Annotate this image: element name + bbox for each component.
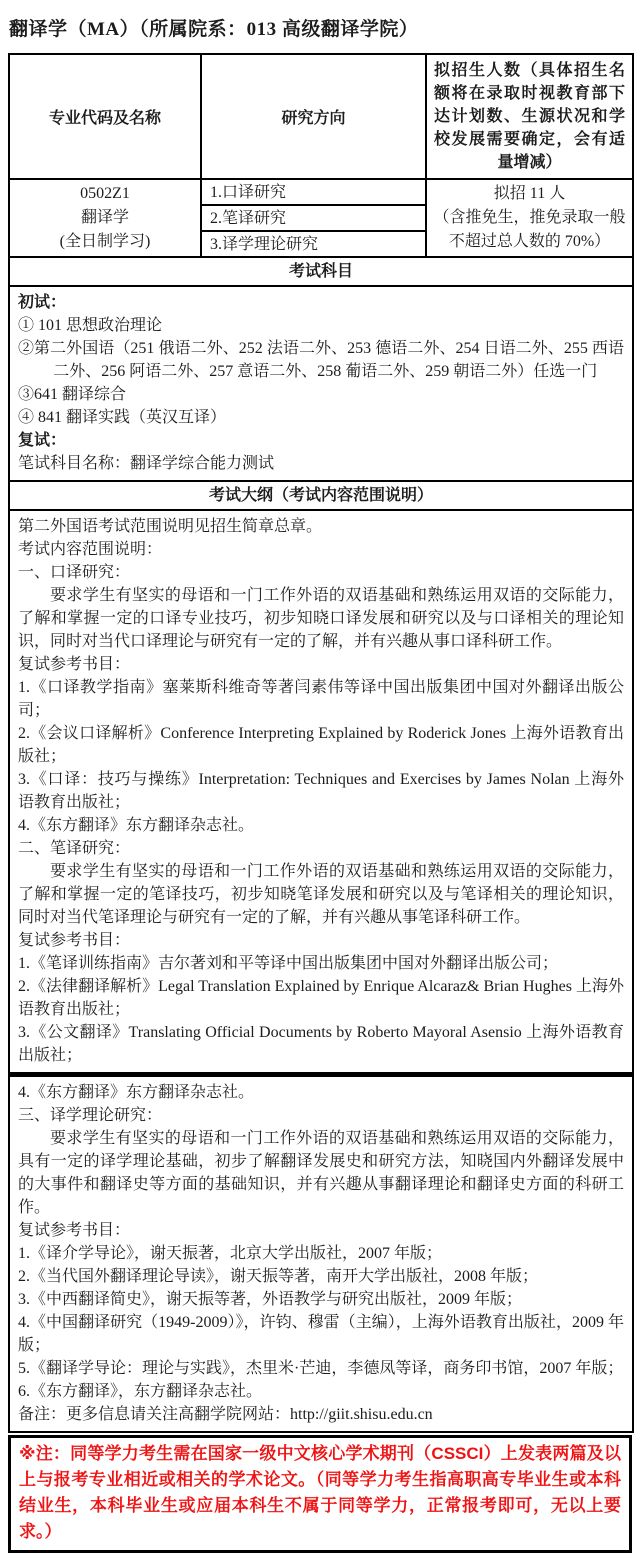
syllabus-paragraph: 要求学生有坚实的母语和一门工作外语的双语基础和熟练运用双语的交际能力，具有一定的译学理论基础，初步了解翻译发展史和研究方法，知晓国内外翻译发展中的大事件和翻译史等方面的基础知识，并有兴趣从事翻译理论和翻译史方面的科研工作。 — [18, 1130, 624, 1216]
syllabus-part2-list — [18, 1081, 624, 1426]
exam-subjects-cell — [9, 286, 633, 481]
syllabus-part1-row — [9, 510, 633, 1075]
program-study-mode: (全日制学习) — [59, 233, 151, 250]
syllabus-paragraph: 3.《中西翻译简史》，谢天振等著，外语教学与研究出版社，2009 年版； — [18, 1291, 523, 1308]
header-research-direction: 研究方向 — [201, 54, 426, 179]
syllabus-paragraph: 复试参考书目： — [18, 1222, 131, 1239]
syllabus-paragraph: 4.《中国翻译研究（1949-2009）》，许钧、穆雷（主编），上海外语教育出版社，2009 年版； — [18, 1314, 624, 1354]
exam-subject-line: 笔试科目名称：翻译学综合能力测试 — [18, 455, 275, 472]
syllabus-part2-row — [9, 1075, 633, 1433]
syllabus-paragraph: 复试参考书目： — [18, 932, 131, 949]
syllabus-paragraph: 复试参考书目： — [18, 656, 131, 673]
direction-theory: 3.译学理论研究 — [201, 231, 426, 257]
exam-subject-line: ③641 翻译综合 — [18, 386, 127, 403]
syllabus-part2-cell — [9, 1075, 633, 1433]
syllabus-paragraph: 4.《东方翻译》东方翻译杂志社。 — [18, 817, 255, 834]
exam-subjects-row — [9, 286, 633, 481]
enrollment-cell — [426, 179, 633, 257]
syllabus-paragraph: 6.《东方翻译》，东方翻译杂志社。 — [18, 1383, 263, 1400]
syllabus-paragraph: 备注：更多信息请关注高翻学院网站：http://giit.shisu.edu.cn — [18, 1406, 433, 1423]
syllabus-paragraph: 2.《会议口译解析》Conference Interpreting Explained by Roderick Jones 上海外语教育出版社； — [18, 725, 624, 765]
syllabus-part1-list — [18, 515, 624, 1067]
syllabus-paragraph: 3.《口译：技巧与操练》Interpretation: Techniques and Exercises by James Nolan 上海外语教育出版社； — [18, 771, 624, 811]
syllabus-paragraph: 要求学生有坚实的母语和一门工作外语的双语基础和熟练运用双语的交际能力，了解和掌握一定的笔译技巧，初步知晓笔译发展和研究以及与笔译相关的理论知识，同时对当代笔译理论与研究有一定的了解，并有兴趣从事笔译科研工作。 — [18, 863, 624, 926]
exam-subject-line: ④ 841 翻译实践（英汉互译） — [18, 409, 227, 426]
program-code-cell — [9, 179, 201, 257]
syllabus-paragraph: 二、笔译研究： — [18, 840, 131, 857]
direction-interpreting: 1.口译研究 — [201, 179, 426, 205]
syllabus-header-row — [9, 481, 633, 510]
syllabus-paragraph: 2.《法律翻译解析》Legal Translation Explained by Enrique Alcaraz& Brian Hughes 上海外语教育出版社； — [18, 978, 624, 1018]
program-name: 翻译学 — [80, 209, 129, 226]
syllabus-paragraph: 1.《口译教学指南》塞莱斯科维奇等著闫素伟等译中国出版集团中国对外翻译出版公司； — [18, 679, 624, 719]
program-table — [8, 53, 634, 1433]
page-title: 翻译学（MA）（所属院系：013 高级翻译学院） — [9, 19, 419, 40]
syllabus-paragraph: 第二外国语考试范围说明见招生简章总章。 — [18, 518, 323, 535]
exam-subjects-header-row — [9, 257, 633, 286]
syllabus-part1-cell — [9, 510, 633, 1075]
header-enrollment: 拟招生人数（具体招生名额将在录取时视教育部下达计划数、生源状况和学校发展需要确定，会有适量增减） — [426, 54, 633, 179]
table-header-row — [9, 54, 633, 179]
syllabus-header: 考试大纲（考试内容范围说明） — [9, 481, 633, 510]
syllabus-paragraph: 三、译学理论研究： — [18, 1107, 163, 1124]
syllabus-paragraph: 2.《当代国外翻译理论导读》，谢天振等著，南开大学出版社，2008 年版； — [18, 1268, 539, 1285]
exam-subjects-header: 考试科目 — [9, 257, 633, 286]
exam-subject-line: ②第二外国语（251 俄语二外、252 法语二外、253 德语二外、254 日语二外、255 西语二外、256 阿语二外、257 意语二外、258 葡语二外、259 朝语二外）任选一门 — [18, 340, 624, 380]
syllabus-paragraph: 4.《东方翻译》东方翻译杂志社。 — [18, 1084, 255, 1101]
syllabus-paragraph: 1.《译介学导论》，谢天振著，北京大学出版社，2007 年版； — [18, 1245, 443, 1262]
syllabus-paragraph: 3.《公文翻译》Translating Official Documents by Roberto Mayoral Asensio 上海外语教育出版社； — [18, 1024, 624, 1064]
exam-subject-line: 初试： — [18, 294, 67, 311]
enrollment-note-line2: 不超过总人数的 70%） — [448, 233, 611, 250]
exam-subject-line: ① 101 思想政治理论 — [18, 317, 163, 334]
equivalent-qualification-note: ※注：同等学力考生需在国家一级中文核心学术期刊（CSSCI）上发表两篇及以上与报考专业相近或相关的学术论文。（同等学力考生指高职高专毕业生或本科结业生，本科毕业生或应届本科生不属于同等学力，正常报考即可，无以上要求。） — [8, 1435, 632, 1553]
syllabus-paragraph: 要求学生有坚实的母语和一门工作外语的双语基础和熟练运用双语的交际能力，了解和掌握一定的口译专业技巧，初步知晓口译发展和研究以及与口译相关的理论知识，同时对当代口译理论与研究有一定的了解，并有兴趣从事口译科研工作。 — [18, 587, 624, 650]
syllabus-paragraph: 考试内容范围说明： — [18, 541, 163, 558]
enrollment-note-line1: （含推免生，推免录取一般 — [433, 209, 626, 226]
syllabus-paragraph: 一、口译研究： — [18, 564, 131, 581]
syllabus-paragraph: 1.《笔译训练指南》吉尔著刘和平等译中国出版集团中国对外翻译出版公司； — [18, 955, 559, 972]
program-code: 0502Z1 — [80, 185, 130, 202]
program-row — [9, 179, 633, 205]
exam-subject-line: 复试： — [18, 432, 67, 449]
syllabus-paragraph: 5.《翻译学导论：理论与实践》，杰里米·芒迪，李德凤等译，商务印书馆，2007 年版； — [18, 1360, 624, 1377]
header-program-code: 专业代码及名称 — [9, 54, 201, 179]
enrollment-count: 拟招 11 人 — [493, 185, 566, 202]
exam-subjects-list — [18, 291, 624, 475]
direction-translation: 2.笔译研究 — [201, 205, 426, 231]
